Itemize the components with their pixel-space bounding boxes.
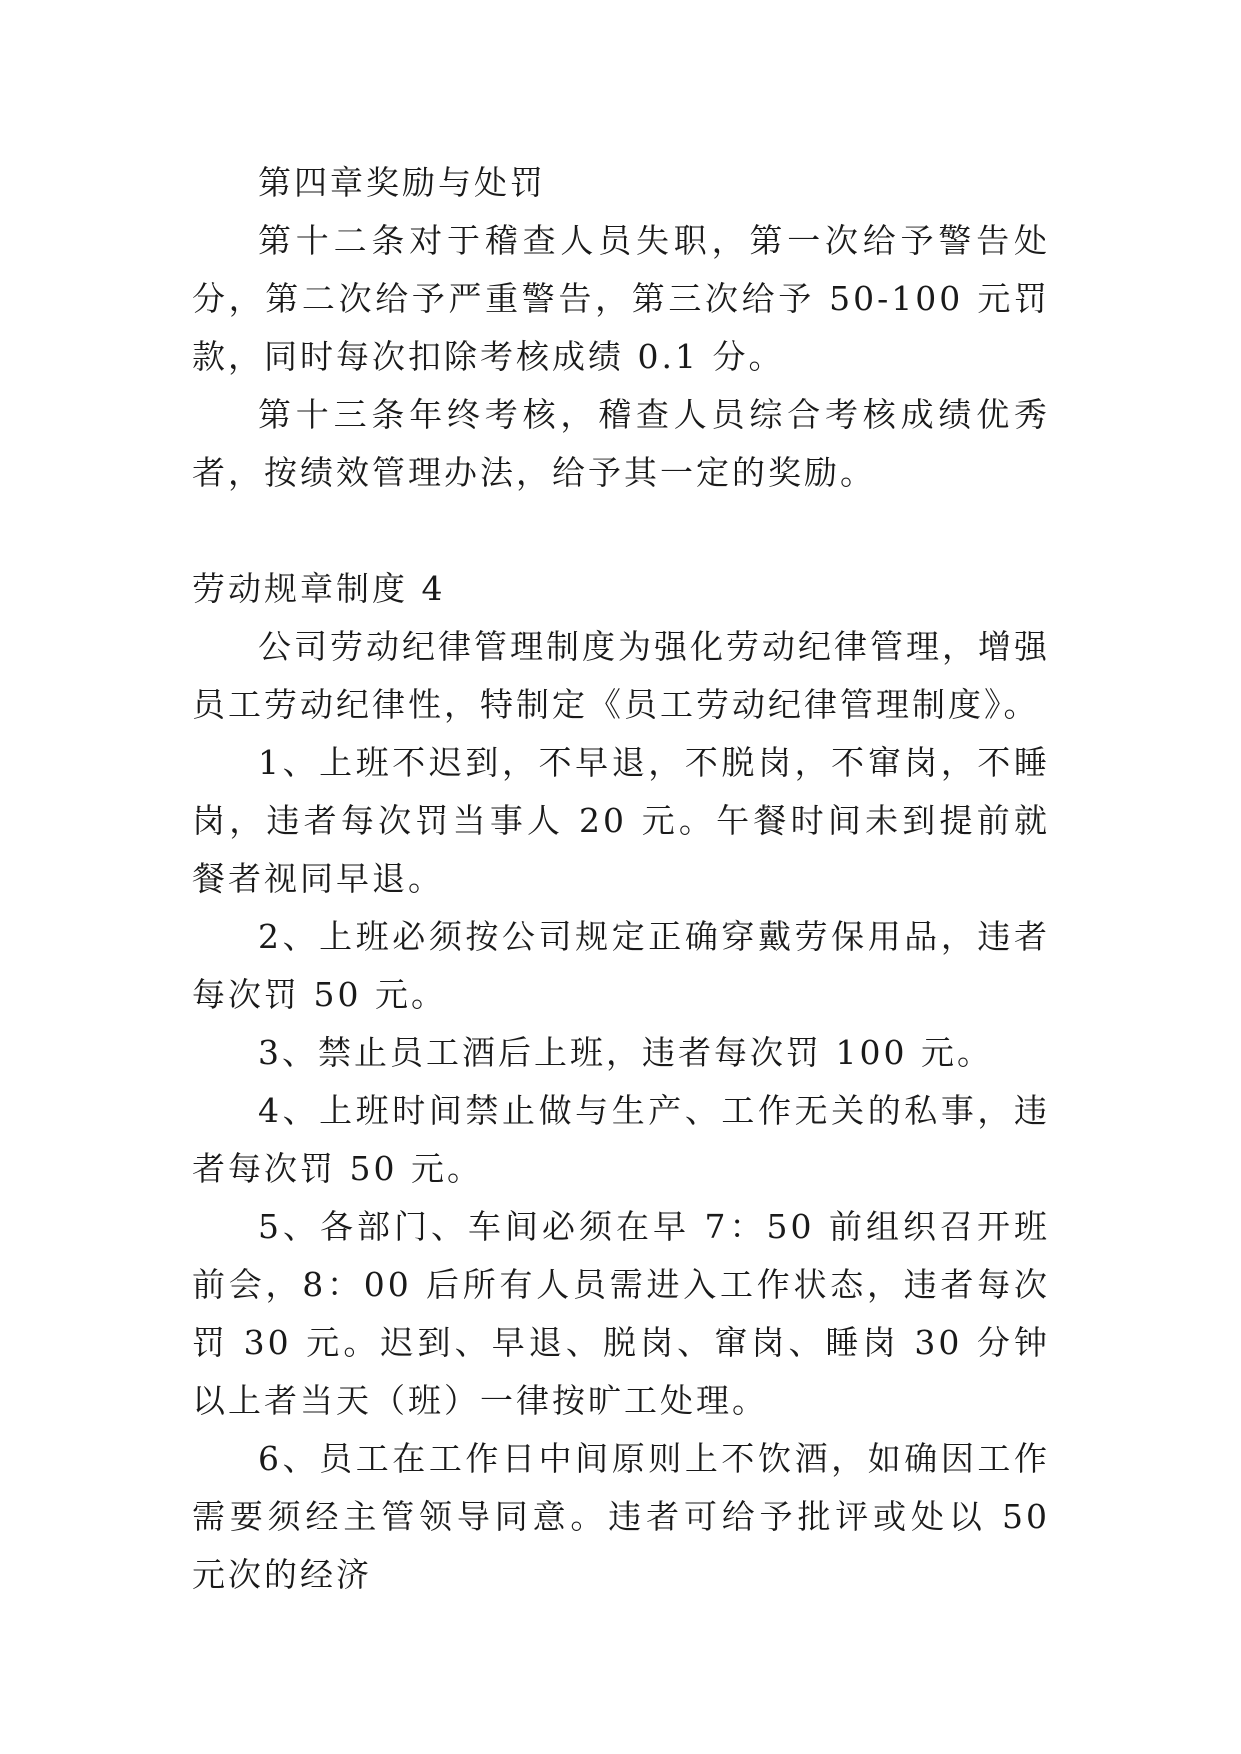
section-heading: 劳动规章制度 4	[192, 569, 446, 608]
rule-item-1: 1、上班不迟到，不早退，不脱岗，不窜岗，不睡岗，违者每次罚当事人 20 元。午餐时间未到提前就餐者视同早退。	[192, 743, 1050, 898]
section-gap	[192, 502, 1050, 560]
rule-item-5: 5、各部门、车间必须在早 7：50 前组织召开班前会，8：00 后所有人员需进入工作状态，违者每次罚 30 元。迟到、早退、脱岗、窜岗、睡岗 30 分钟以上者当天（班）一律按旷工处理。	[192, 1207, 1050, 1420]
document-body	[192, 154, 1050, 1604]
rule-item-4: 4、上班时间禁止做与生产、工作无关的私事，违者每次罚 50 元。	[192, 1091, 1050, 1188]
rule-item-6: 6、员工在工作日中间原则上不饮酒，如确因工作需要须经主管领导同意。违者可给予批评或处以 50 元次的经济	[192, 1439, 1050, 1594]
rule-item-3: 3、禁止员工酒后上班，违者每次罚 100 元。	[258, 1033, 993, 1072]
paragraph-article-12: 第十二条对于稽查人员失职，第一次给予警告处分，第二次给予严重警告，第三次给予 50-100 元罚款，同时每次扣除考核成绩 0.1 分。	[192, 221, 1050, 376]
rule-item-2: 2、上班必须按公司规定正确穿戴劳保用品，违者每次罚 50 元。	[192, 917, 1050, 1014]
chapter-heading: 第四章奖励与处罚	[258, 163, 546, 202]
paragraph-article-13: 第十三条年终考核，稽查人员综合考核成绩优秀者，按绩效管理办法，给予其一定的奖励。	[192, 395, 1050, 492]
paragraph-intro: 公司劳动纪律管理制度为强化劳动纪律管理，增强员工劳动纪律性，特制定《员工劳动纪律管理制度》。	[192, 627, 1050, 724]
